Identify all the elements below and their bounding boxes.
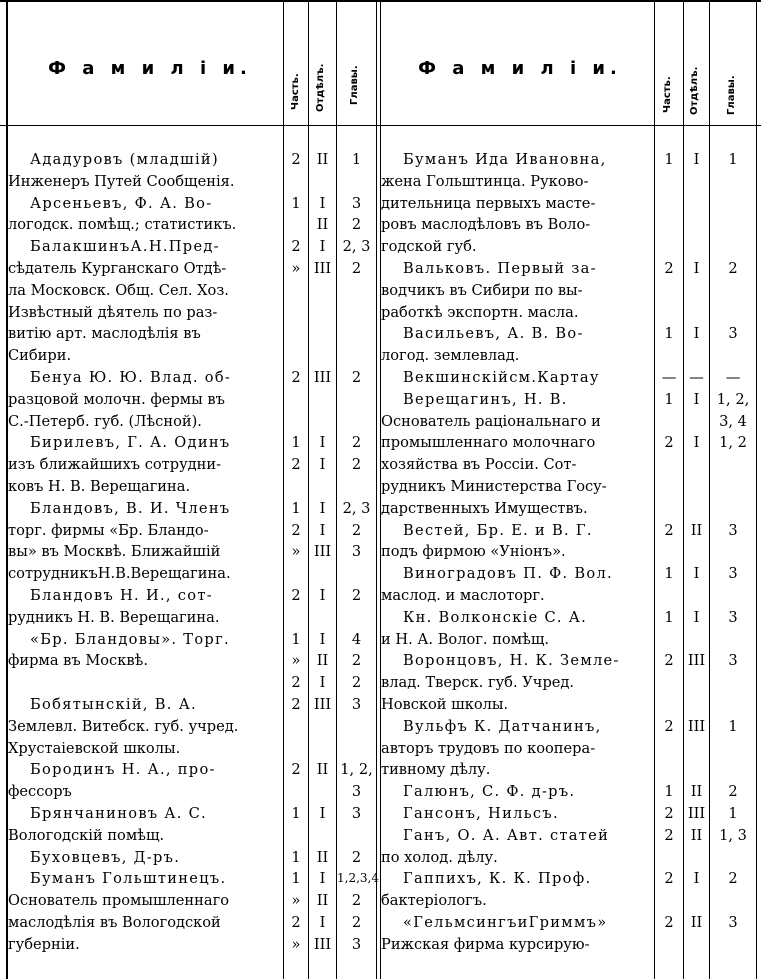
dept-value: III (313, 368, 332, 386)
part-value: 1 (291, 434, 301, 452)
index-row (378, 607, 761, 629)
entry-name: Галюнъ, С. Ф. д-ръ. (403, 783, 576, 801)
index-row (378, 716, 761, 738)
chapters-value: 2, 3 (342, 499, 371, 517)
entry-name: Воронцовъ, Н. К. Земле- (403, 652, 620, 670)
index-row (378, 258, 761, 280)
dept-value: II (316, 848, 329, 866)
entry-text: по холод. дѣлу. (381, 848, 498, 866)
chapters-value: 3 (728, 913, 738, 931)
entry-text: маслодѣлія въ Вологодской (8, 913, 221, 931)
index-row (0, 650, 378, 672)
index-row (0, 323, 378, 345)
entry-text: Основатель промышленнаго (8, 892, 230, 910)
chapters-value: 3 (728, 608, 738, 626)
chapters-value: 1 (728, 151, 738, 168)
entry-name: Буманъ Ида Ивановна, (403, 151, 607, 168)
part-value: 2 (664, 652, 674, 670)
left-header-title: Ф а м и л і и. (48, 58, 252, 79)
dept-value: I (693, 259, 700, 277)
entry-text: Землевл. Витебск. губ. учред. (8, 717, 239, 735)
index-row (378, 912, 761, 934)
chapters-value: 3 (728, 565, 738, 583)
chapters-value: 2 (728, 870, 738, 888)
chapters-value: 2 (728, 259, 738, 277)
entry-name: Вальковъ. Первый за- (403, 259, 597, 277)
entry-text: рудникъ Министерства Госу- (381, 477, 607, 495)
part-value: 1 (291, 630, 301, 648)
entry-text: логодск. помѣщ.; статистикъ. (8, 216, 237, 234)
part-value: 2 (664, 913, 674, 931)
entry-text: изъ ближайшихъ сотрудни- (8, 456, 222, 474)
index-row (378, 236, 761, 258)
entry-text: работкѣ экспортн. масла. (381, 303, 579, 321)
part-value: 2 (664, 717, 674, 735)
index-row (0, 607, 378, 629)
entry-text: витію арт. маслодѣлія въ (8, 325, 201, 343)
index-row (378, 171, 761, 193)
entry-text: подъ фирмою «Уніонъ». (381, 543, 566, 561)
entry-text: бактеріологъ. (381, 892, 487, 910)
part-value: 1 (664, 325, 674, 343)
chapters-value: 2 (351, 368, 362, 386)
dept-value: I (319, 913, 326, 931)
index-row (378, 738, 761, 760)
entry-text: ковъ Н. В. Верещагина. (8, 477, 191, 495)
part-value: 2 (291, 586, 301, 604)
index-row (0, 585, 378, 607)
index-row (0, 934, 378, 956)
part-value: 1 (291, 194, 301, 212)
right-column-entries (378, 149, 761, 955)
chapters-value: 2 (351, 456, 362, 474)
index-row (0, 432, 378, 454)
index-row (378, 803, 761, 825)
entry-text: ла Московск. Общ. Сел. Хоз. (8, 281, 229, 299)
entry-name: Верещагинъ, Н. В. (403, 390, 568, 408)
entry-text: Извѣстный дѣятель по раз- (8, 303, 218, 321)
chapters-value: 2 (351, 216, 362, 234)
index-row (0, 672, 378, 694)
index-row (378, 672, 761, 694)
index-row (378, 694, 761, 716)
dept-value: I (319, 238, 326, 256)
index-row (378, 759, 761, 781)
index-row (0, 890, 378, 912)
index-row (378, 563, 761, 585)
index-row (0, 236, 378, 258)
index-row (0, 389, 378, 411)
chapters-value: 3 (351, 695, 362, 713)
dept-value: III (687, 804, 706, 822)
entry-name: Гансонъ, Нильсъ. (403, 804, 559, 822)
index-row (378, 585, 761, 607)
part-value: 2 (664, 434, 674, 452)
index-row (378, 302, 761, 324)
index-row (378, 345, 761, 367)
part-value: 2 (291, 151, 301, 168)
index-row (0, 454, 378, 476)
dept-value: — (689, 368, 704, 386)
chapters-value: 2 (351, 652, 362, 670)
entry-text: маслод. и маслоторг. (381, 586, 545, 604)
index-row (0, 694, 378, 716)
entry-text: дительница первыхъ масте- (381, 194, 596, 212)
dept-value: III (313, 935, 332, 953)
entry-name: «Бр. Бландовы». Торг. (30, 630, 230, 648)
entry-text: годской губ. (381, 238, 477, 256)
dept-value: I (693, 434, 700, 452)
entry-name: «ГельмсингъиГриммъ» (403, 913, 608, 931)
entry-name: Бенуа Ю. Ю. Влад. об- (30, 368, 232, 386)
part-value: 2 (664, 804, 674, 822)
part-value: 2 (664, 259, 674, 277)
right-header-part: Часть. (662, 76, 673, 113)
index-row (0, 781, 378, 803)
part-value: 2 (291, 695, 301, 713)
entry-text: сотрудникъН.В.Верещагина. (8, 565, 231, 583)
index-row (0, 541, 378, 563)
dept-value: I (319, 194, 326, 212)
index-row (0, 563, 378, 585)
chapters-value: 1 (728, 717, 738, 735)
part-value: 2 (664, 870, 674, 888)
part-value: — (661, 368, 677, 386)
chapters-value: 2, 3 (342, 238, 371, 256)
index-row (378, 650, 761, 672)
left-column-entries (0, 149, 378, 955)
entry-text: рудникъ Н. В. Верещагина. (8, 608, 220, 626)
chapters-value: 1 (351, 151, 362, 168)
dept-value: II (316, 652, 329, 670)
right-header-chapters: Главы. (726, 75, 737, 115)
part-value: » (291, 259, 301, 277)
index-row (0, 629, 378, 651)
entry-text: губерніи. (8, 935, 80, 953)
index-row (378, 890, 761, 912)
dept-value: I (693, 870, 700, 888)
chapters-value: 2 (351, 848, 362, 866)
part-value: 1 (291, 804, 301, 822)
dept-value: III (313, 543, 332, 561)
dept-value: II (690, 826, 703, 844)
entry-name: Ададуровъ (младшій) (30, 151, 219, 168)
index-row (378, 781, 761, 803)
part-value: 1 (291, 499, 301, 517)
chapters-value: 1, 3 (719, 826, 747, 844)
dept-value: I (693, 390, 700, 408)
part-value: 2 (291, 761, 301, 779)
index-row (378, 541, 761, 563)
entry-name: Векшинскійсм.Картау (403, 368, 600, 386)
entry-name: БалакшинъА.Н.Пред- (30, 238, 220, 256)
index-row (378, 193, 761, 215)
entry-name: Бландовъ, В. И. Членъ (30, 499, 231, 517)
dept-value: III (687, 717, 706, 735)
entry-text: торг. фирмы «Бр. Бландо- (8, 521, 209, 539)
entry-text: Вологодскій помѣщ. (8, 826, 165, 844)
index-row (0, 825, 378, 847)
dept-value: II (690, 913, 703, 931)
chapters-value: 1, 2, (716, 390, 750, 408)
index-row (0, 716, 378, 738)
part-value: 1 (291, 870, 301, 888)
part-value: 2 (664, 521, 674, 539)
dept-value: I (319, 804, 326, 822)
index-row (0, 759, 378, 781)
dept-value: I (319, 521, 326, 539)
part-value: 1 (664, 783, 674, 801)
dept-value: II (690, 783, 703, 801)
entry-text: разцовой молочн. фермы въ (8, 390, 225, 408)
dept-value: II (316, 151, 329, 168)
dept-value: II (316, 216, 329, 234)
entry-name: Кн. Волконскіе С. А. (403, 608, 588, 626)
chapters-value: 2 (728, 783, 738, 801)
part-value: 2 (291, 238, 301, 256)
entry-text: сѣдатель Курганскаго Отдѣ- (8, 259, 227, 277)
chapters-value: 3 (351, 804, 362, 822)
entry-text: хозяйства въ Россіи. Сот- (381, 456, 577, 474)
dept-value: III (313, 259, 332, 277)
chapters-value: 2 (351, 586, 362, 604)
dept-value: I (319, 499, 326, 517)
entry-name: Арсеньевъ, Ф. А. Во- (30, 194, 213, 212)
dept-value: I (319, 456, 326, 474)
entry-text: С.-Петерб. губ. (Лѣсной). (8, 412, 202, 430)
chapters-value: 3 (728, 521, 738, 539)
entry-text: вы» въ Москвѣ. Ближайшій (8, 543, 221, 561)
entry-name: Вульфъ К. Датчанинъ, (403, 717, 602, 735)
entry-text: Хрустаіевской школы. (8, 739, 181, 757)
entry-name: Бландовъ Н. И., сот- (30, 586, 213, 604)
entry-name: Бородинъ Н. А., про- (30, 761, 216, 779)
chapters-value: 4 (351, 630, 362, 648)
chapters-value: 2 (351, 913, 362, 931)
right-header-title: Ф а м и л і и. (418, 58, 622, 79)
dept-value: I (319, 674, 326, 692)
part-value: » (291, 652, 301, 670)
chapters-value: 2 (351, 892, 362, 910)
part-value: 1 (291, 848, 301, 866)
dept-value: I (319, 434, 326, 452)
left-header-dept: Отдѣлъ. (315, 63, 326, 112)
index-row (0, 149, 378, 171)
index-row (378, 149, 761, 171)
part-value: 2 (291, 368, 301, 386)
entry-name: Бирилевъ, Г. А. Одинъ (30, 434, 231, 452)
part-value: 2 (291, 456, 301, 474)
entry-name: Виноградовъ П. Ф. Вол. (403, 565, 613, 583)
part-value: » (291, 543, 301, 561)
index-row (0, 258, 378, 280)
entry-name: Гаппихъ, К. К. Проф. (403, 870, 592, 888)
chapters-value: 3 (728, 652, 738, 670)
entry-text: Основатель раціональнаго и (381, 412, 601, 430)
index-row (378, 476, 761, 498)
dept-value: II (316, 892, 329, 910)
index-row (0, 738, 378, 760)
part-value: 2 (291, 521, 301, 539)
index-row (0, 367, 378, 389)
entry-text: дарственныхъ Имуществъ. (381, 499, 588, 517)
entry-text: промышленнаго молочнаго (381, 434, 596, 452)
part-value: 2 (664, 826, 674, 844)
entry-name: Брянчаниновъ А. С. (30, 804, 207, 822)
dept-value: I (319, 870, 326, 888)
right-header-dept: Отдѣлъ. (689, 66, 700, 115)
part-value: 2 (291, 913, 301, 931)
index-row (378, 825, 761, 847)
dept-value: III (313, 695, 332, 713)
index-row (378, 934, 761, 956)
index-row (378, 520, 761, 542)
index-row (378, 411, 761, 433)
dept-value: II (690, 521, 703, 539)
entry-text: фессоръ (8, 783, 72, 801)
chapters-value: 1, 2, (340, 761, 373, 779)
index-row (378, 323, 761, 345)
index-row (0, 302, 378, 324)
entry-name: Буховцевъ, Д-ръ. (30, 848, 181, 866)
dept-value: III (687, 652, 706, 670)
entry-text: Рижская фирма курсирую- (381, 935, 590, 953)
chapters-value: — (725, 368, 741, 386)
index-row (0, 411, 378, 433)
part-value: » (291, 892, 301, 910)
dept-value: I (693, 325, 700, 343)
left-header-part: Часть. (290, 73, 301, 110)
index-row (0, 193, 378, 215)
index-row (378, 847, 761, 869)
index-row (378, 454, 761, 476)
entry-text: жена Гольштинца. Руково- (381, 172, 589, 190)
part-value: 1 (664, 608, 674, 626)
index-row (378, 868, 761, 890)
entry-name: Вестей, Бр. Е. и В. Г. (403, 521, 593, 539)
entry-text: Сибири. (8, 347, 72, 365)
chapters-value: 2 (351, 259, 362, 277)
index-row (0, 280, 378, 302)
dept-value: I (693, 608, 700, 626)
index-row (378, 432, 761, 454)
entry-text: Инженеръ Путей Сообщенія. (8, 172, 235, 190)
dept-value: I (319, 586, 326, 604)
chapters-value: 3 (351, 783, 362, 801)
entry-text: логод. землевлад. (381, 347, 520, 365)
dept-value: I (693, 151, 700, 168)
entry-text: и Н. А. Волог. помѣщ. (381, 630, 550, 648)
chapters-value: 3, 4 (719, 412, 747, 430)
index-row (0, 868, 378, 890)
index-row (378, 214, 761, 236)
chapters-value: 2 (351, 434, 362, 452)
entry-text: влад. Тверск. губ. Учред. (381, 674, 575, 692)
chapters-value: 1,2,3,4 (337, 871, 379, 886)
index-row (378, 498, 761, 520)
dept-value: I (319, 630, 326, 648)
entry-text: ровъ маслодѣловъ въ Воло- (381, 216, 591, 234)
index-row (378, 629, 761, 651)
chapters-value: 3 (728, 325, 738, 343)
left-header-chapters: Главы. (349, 65, 360, 105)
part-value: 1 (664, 390, 674, 408)
part-value: » (291, 935, 301, 953)
entry-name: Ганъ, О. А. Авт. статей (403, 826, 610, 844)
part-value: 1 (664, 565, 674, 583)
entry-name: Васильевъ, А. В. Во- (403, 325, 584, 343)
chapters-value: 1 (728, 804, 738, 822)
entry-text: водчикъ въ Сибири по вы- (381, 281, 583, 299)
index-row (0, 912, 378, 934)
entry-name: Бобятынскій, В. А. (30, 695, 197, 713)
chapters-value: 2 (351, 521, 362, 539)
index-row (0, 498, 378, 520)
entry-name: Буманъ Гольштинецъ. (30, 870, 227, 888)
index-row (0, 803, 378, 825)
chapters-value: 3 (351, 543, 362, 561)
entry-text: Новской школы. (381, 695, 509, 713)
chapters-value: 1, 2 (719, 434, 747, 452)
index-row (0, 520, 378, 542)
part-value: 2 (291, 674, 301, 692)
chapters-value: 3 (351, 935, 362, 953)
entry-text: тивному дѣлу. (381, 761, 491, 779)
chapters-value: 2 (351, 674, 362, 692)
index-row (0, 214, 378, 236)
part-value: 1 (664, 151, 674, 168)
chapters-value: 3 (351, 194, 362, 212)
index-row (378, 280, 761, 302)
dept-value: I (693, 565, 700, 583)
entry-text: фирма въ Москвѣ. (8, 652, 149, 670)
index-row (0, 476, 378, 498)
dept-value: II (316, 761, 329, 779)
entry-text: авторъ трудовъ по коопера- (381, 739, 596, 757)
index-row (378, 367, 761, 389)
index-row (0, 847, 378, 869)
index-row (378, 389, 761, 411)
index-row (0, 171, 378, 193)
index-row (0, 345, 378, 367)
